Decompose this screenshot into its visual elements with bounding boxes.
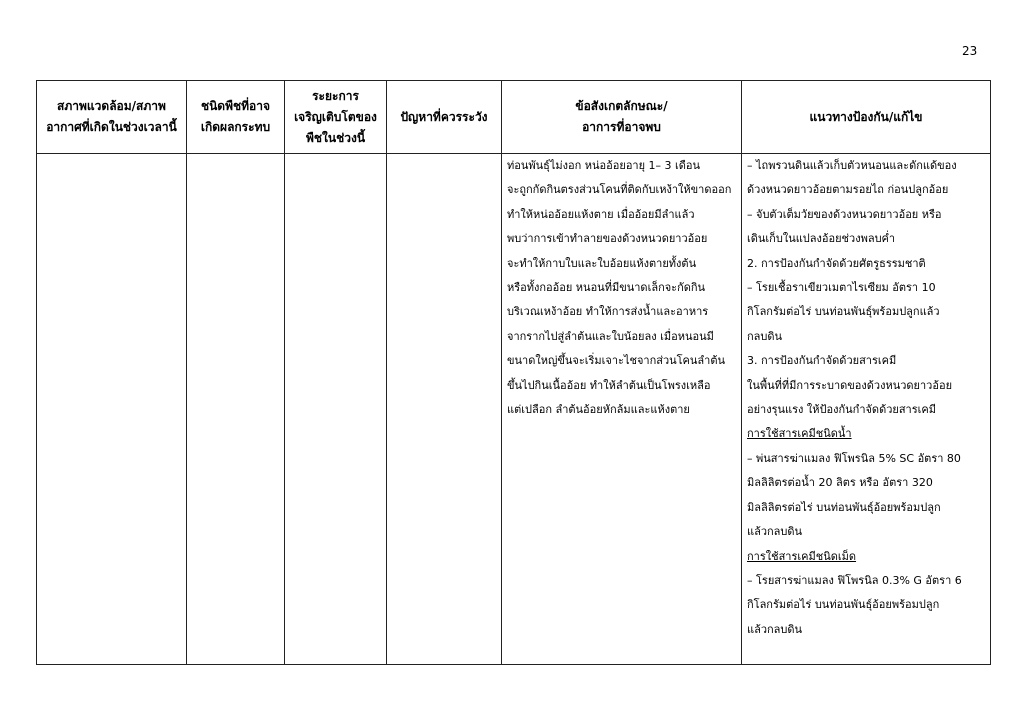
header-line: ข้อสังเกตลักษณะ/ — [575, 99, 668, 113]
cell-affected-crops — [187, 154, 285, 665]
prevention-line: – ไถพรวนดินแล้วเก็บตัวหนอนและดักแด้ของ — [747, 159, 957, 172]
prevention-line: ด้วงหนวดยาวอ้อยตามรอยไถ ก่อนปลูกอ้อย — [747, 183, 949, 197]
header-line: สภาพแวดล้อม/สภาพ — [57, 99, 166, 113]
header-line: แนวทางป้องกัน/แก้ไข — [809, 109, 923, 124]
header-line: อากาศที่เกิดในช่วงเวลานี้ — [46, 120, 177, 134]
prevention-line: – จับตัวเต็มวัยของด้วงหนวดยาวอ้อย หรือ — [747, 207, 942, 221]
header-symptoms — [502, 81, 742, 154]
cell-growth-stage — [285, 154, 387, 665]
prevention-line: มิลลิลิตรต่อไร่ บนท่อนพันธุ์อ้อยพร้อมปลูก — [747, 500, 941, 514]
prevention-line: แล้วกลบดิน — [747, 622, 803, 636]
symptom-line: ขนาดใหญ่ขึ้นจะเริ่มเจาะไชจากส่วนโคนลำต้น — [507, 354, 726, 368]
symptom-line: ทำให้หน่ออ้อยแห้งตาย เมื่ออ้อยมีลำแล้ว — [507, 207, 695, 221]
symptom-line: บริเวณเหง้าอ้อย ทำให้การส่งน้ำและอาหาร — [507, 305, 709, 319]
symptom-line: ขึ้นไปกินเนื้ออ้อย ทำให้ลำต้นเป็นโพรงเหลือ — [507, 378, 711, 392]
prevention-line: – โรยสารฆ่าแมลง ฟิโพรนิล 0.3% G อัตรา 6 — [747, 573, 962, 587]
symptom-line: ท่อนพันธุ์ไม่งอก หน่ออ้อยอายุ 1– 3 เดือน — [507, 159, 701, 172]
cell-symptoms — [502, 154, 742, 665]
prevention-line: 3. การป้องกันกำจัดด้วยสารเคมี — [747, 354, 897, 368]
granular-chemical-subheading: การใช้สารเคมีชนิดเม็ด — [747, 549, 857, 563]
prevention-line: 2. การป้องกันกำจัดด้วยศัตรูธรรมชาติ — [747, 256, 926, 270]
prevention-line: มิลลิลิตรต่อน้ำ 20 ลิตร หรือ อัตรา 320 — [747, 476, 933, 490]
symptom-line: หรือทั้งกออ้อย หนอนที่มีขนาดเล็กจะกัดกิน — [507, 281, 706, 295]
header-prevention — [742, 81, 991, 154]
table-row — [37, 154, 991, 665]
header-problems — [387, 81, 502, 154]
page-number: 23 — [962, 44, 978, 58]
liquid-chemical-subheading: การใช้สารเคมีชนิดน้ำ — [747, 427, 852, 441]
symptom-line: จะทำให้กาบใบและใบอ้อยแห้งตายทั้งต้น — [507, 256, 697, 270]
symptom-line: จากรากไปสู่ลำต้นและใบน้อยลง เมื่อหนอนมี — [507, 329, 714, 343]
cell-environment — [37, 154, 187, 665]
prevention-line: – พ่นสารฆ่าแมลง ฟิโพรนิล 5% SC อัตรา 80 — [747, 451, 961, 465]
prevention-line: แล้วกลบดิน — [747, 525, 803, 539]
header-line: เจริญเติบโตของ — [294, 109, 377, 124]
prevention-line: กิโลกรัมต่อไร่ บนท่อนพันธุ์อ้อยพร้อมปลูก — [747, 598, 940, 612]
symptom-line: พบว่าการเข้าทำลายของด้วงหนวดยาวอ้อย — [507, 232, 708, 246]
prevention-line: ในพื้นที่ที่มีการระบาดของด้วงหนวดยาวอ้อย — [747, 378, 953, 392]
header-growth-stage — [285, 81, 387, 154]
prevention-line: อย่างรุนแรง ให้ป้องกันกำจัดด้วยสารเคมี — [747, 403, 937, 417]
header-line: เกิดผลกระทบ — [200, 120, 271, 134]
header-line: ระยะการ — [312, 88, 359, 103]
prevention-line: – โรยเชื้อราเขียวเมตาไรเซียม อัตรา 10 — [747, 281, 936, 295]
prevention-line: กลบดิน — [747, 329, 783, 343]
cell-prevention — [742, 154, 991, 665]
header-environment — [37, 81, 187, 154]
symptom-line: จะถูกกัดกินตรงส่วนโคนที่ติดกับเหง้าให้ขาดออก — [507, 183, 732, 197]
header-line: ชนิดพืชที่อาจ — [200, 99, 271, 113]
cell-problems — [387, 154, 502, 665]
prevention-line: เดินเก็บในแปลงอ้อยช่วงพลบค่ำ — [747, 232, 896, 246]
symptom-line: แต่เปลือก ลำต้นอ้อยหักล้มและแห้งตาย — [507, 403, 690, 417]
header-line: พืชในช่วงนี้ — [305, 130, 366, 145]
header-line: อาการที่อาจพบ — [582, 120, 661, 134]
table-header-row — [37, 81, 991, 154]
pest-management-table — [36, 80, 991, 665]
prevention-line: กิโลกรัมต่อไร่ บนท่อนพันธุ์พร้อมปลูกแล้ว — [747, 305, 940, 319]
header-affected-crops — [187, 81, 285, 154]
header-line: ปัญหาที่ควรระวัง — [400, 109, 488, 124]
